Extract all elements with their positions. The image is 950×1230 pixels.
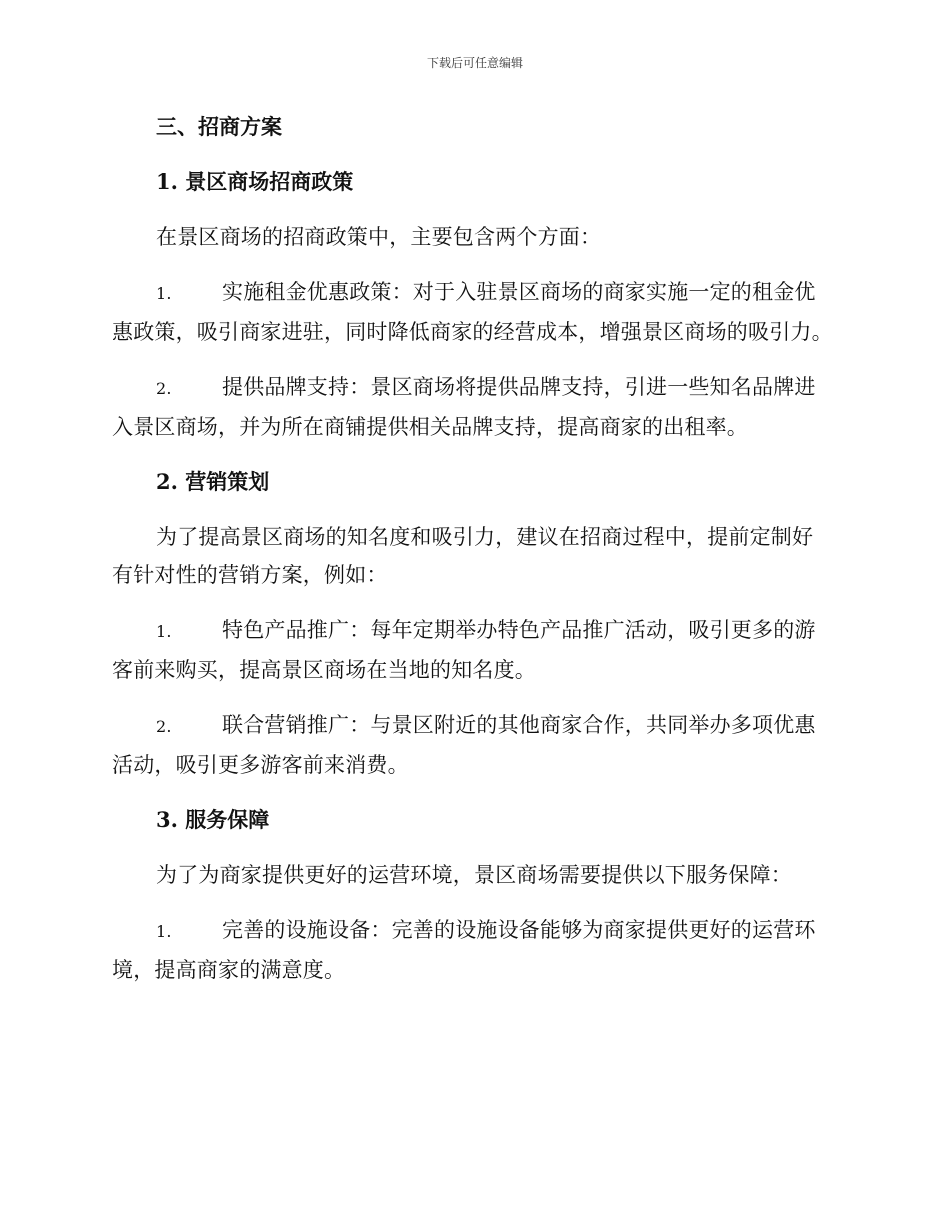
- list-number: 1.: [156, 284, 172, 303]
- list-number: 2.: [156, 379, 172, 398]
- subsection-title-policy: 1. 景区商场招商政策: [156, 169, 354, 194]
- list-item-text: 实施租金优惠政策：对于入驻景区商场的商家实施一定的租金优惠政策，吸引商家进驻，同时降低商家的经营成本，增强景区商场的吸引力。: [112, 280, 833, 344]
- service-intro: 为了为商家提供更好的运营环境，景区商场需要提供以下服务保障：: [156, 863, 792, 887]
- list-item-text: 提供品牌支持：景区商场将提供品牌支持，引进一些知名品牌进入景区商场，并为所在商铺提供相关品牌支持，提高商家的出租率。: [112, 375, 816, 439]
- document-body: [112, 108, 834, 989]
- subsection-title-service: 3. 服务保障: [156, 807, 270, 832]
- list-item: [112, 706, 834, 784]
- list-number: 1.: [156, 922, 172, 941]
- list-item-text: 完善的设施设备：完善的设施设备能够为商家提供更好的运营环境，提高商家的满意度。: [112, 918, 816, 982]
- subsection-title-marketing: 2. 营销策划: [156, 469, 270, 494]
- list-item: [112, 368, 834, 446]
- list-item-text: 特色产品推广：每年定期举办特色产品推广活动，吸引更多的游客前来购买，提高景区商场在当地的知名度。: [112, 618, 816, 682]
- policy-intro: 在景区商场的招商政策中，主要包含两个方面：: [156, 225, 602, 249]
- list-item: [112, 911, 834, 989]
- list-number: 1.: [156, 622, 172, 641]
- list-item: [112, 273, 834, 351]
- page-header: 下载后可任意编辑: [426, 56, 523, 70]
- marketing-intro: 为了提高景区商场的知名度和吸引力，建议在招商过程中，提前定制好有针对性的营销方案，例如：: [112, 525, 814, 587]
- list-item: [112, 611, 834, 689]
- list-item-text: 联合营销推广：与景区附近的其他商家合作，共同举办多项优惠活动，吸引更多游客前来消费。: [112, 713, 816, 777]
- section-title: 三、招商方案: [156, 114, 282, 139]
- list-number: 2.: [156, 717, 172, 736]
